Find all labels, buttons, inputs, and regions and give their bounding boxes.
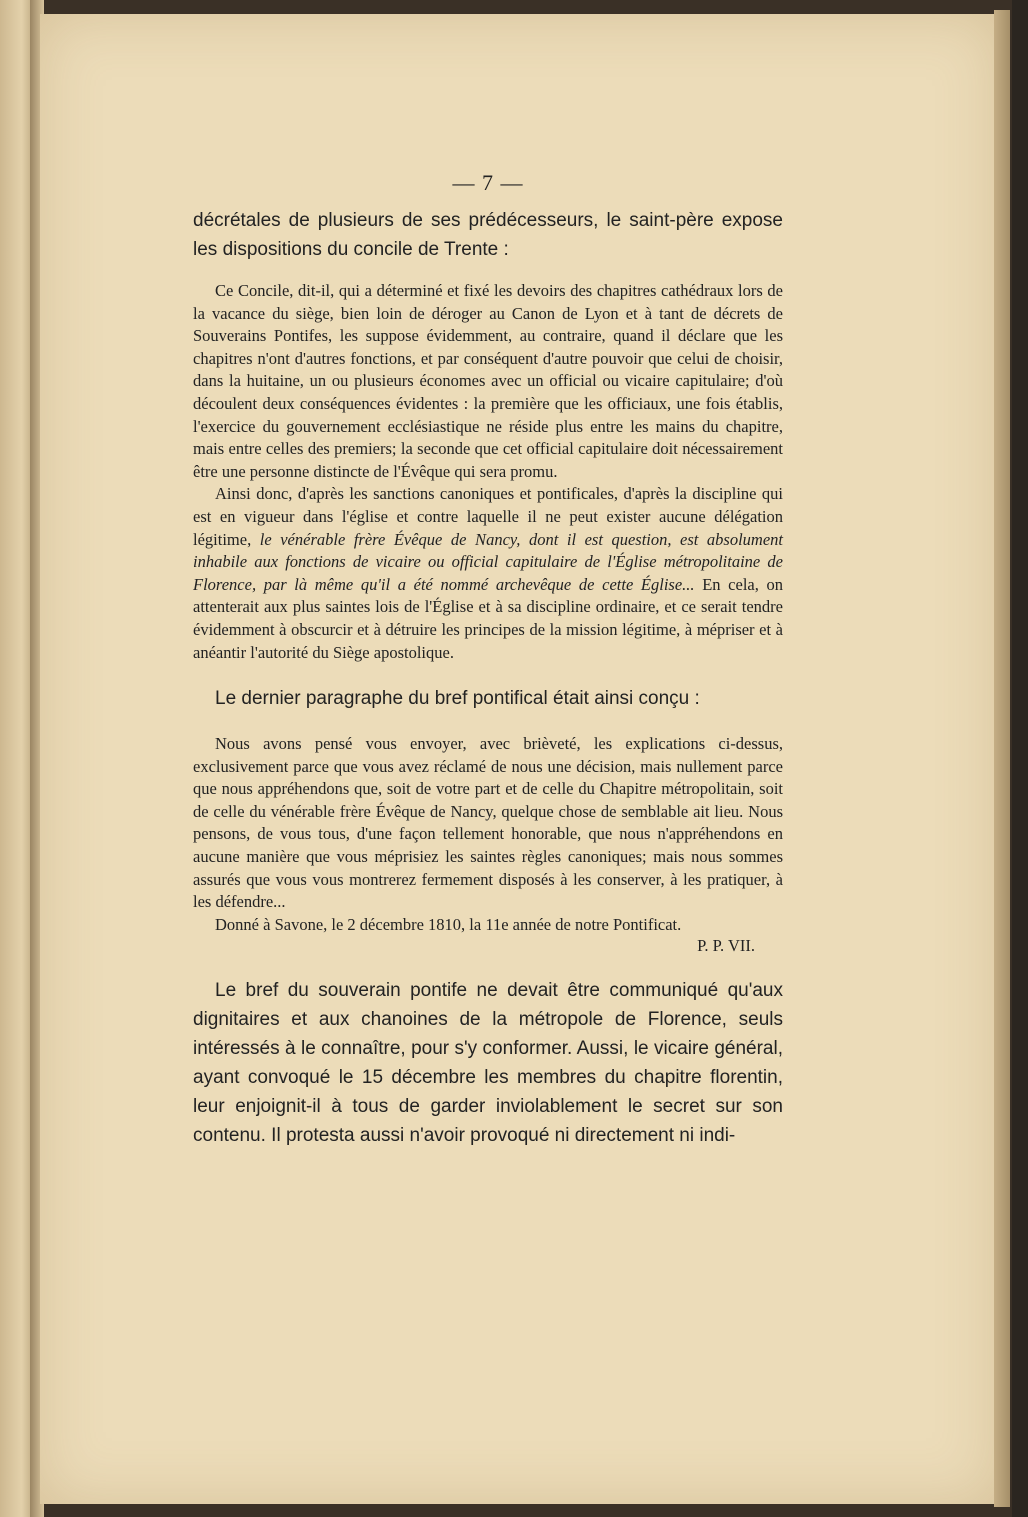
paragraph-5: Nous avons pensé vous envoyer, avec brièveté, les explications ci-dessus, exclusivement parce que vous avez réclamé de nous une décision, mais nullement parce que nous appréhendons que, soit de votre part et de celle du Chapitre métropolitain, soit de celle du vénérable frère Évêque de Nancy, quelque chose de semblable ait lieu. Nous pensons, de vous tous, d'une façon tellement honorable, que nous n'appréhendons en aucune manière que vous méprisiez les saintes règles canoniques; mais nous sommes assurés que vous vous montrerez fermement disposés à les conserver, à les pratiquer, à les défendre... [193, 734, 783, 912]
paragraph-2: Ce Concile, dit-il, qui a déterminé et fixé les devoirs des chapitres cathédraux lors de la vacance du siège, bien loin de déroger au Canon de Lyon et à tant de décrets de Souverains Pontifes, les suppose évidemment, au contraire, quand il déclare que les chapitres n'ont d'autres fonctions, et par conséquent d'autre pouvoir que celui de choisir, dans la huitaine, un ou plusieurs économes avec un official ou vicaire capitulaire; d'où découlent deux conséquences évidentes : la première que les officiaux, une fois établis, l'exercice du gouvernement ecclésiastique ne réside plus entre les mains du chapitre, mais entre celles des premiers; la seconde que cet official capitulaire doit nécessairement être une personne distincte de l'Évêque qui sera promu. [193, 281, 783, 481]
paragraph-1: décrétales de plusieurs de ses prédécesseurs, le saint-père expose les dispositions du concile de Trente : [193, 210, 783, 260]
binding-strip [1012, 0, 1028, 1517]
paragraph-6: Donné à Savone, le 2 décembre 1810, la 11e année de notre Pontificat. [215, 914, 682, 934]
paragraph-4: Le dernier paragraphe du bref pontifical était ainsi conçu : [215, 688, 700, 710]
paragraph-3-italic: le vénérable frère Évêque de Nancy, dont il est question, est absolument inhabile aux fonctions de vicaire ou official capitulaire de l'Église métropolitaine de Florence, par là même qu'il a été nommé archevêque de cette Église... [193, 529, 784, 594]
page-edge-right [994, 10, 1010, 1507]
paragraph-3-end: En cela, on attenterait aux plus saintes lois de l'Église et à sa discipline ordinaire, et ce serait tendre évidemment à obscurcir et à détruire les principes de la mission légitime, à mépriser et à anéantir l'autorité du Siège apostolique. [193, 574, 784, 662]
paragraph-3 [193, 483, 783, 664]
paragraph-7: Le bref du souverain pontife ne devait être communiqué qu'aux dignitaires et aux chanoines de la métropole de Florence, seuls intéressés à le connaître, pour s'y conformer. Aussi, le vicaire général, ayant convoqué le 15 décembre les membres du chapitre florentin, leur enjoignit-il à tous de garder inviolablement le secret sur son contenu. Il protesta aussi n'avoir provoqué ni directement ni indi- [193, 980, 783, 1147]
page-number: — 7 — [452, 170, 524, 195]
signature: P. P. VII. [697, 936, 755, 956]
page-content [193, 170, 783, 1150]
paragraph-3-start: Ainsi donc, d'après les sanctions canoniques et pontificales, d'après la discipline qui est en vigueur dans l'église et contre laquelle il ne peut exister aucune délégation légitime, [193, 484, 783, 549]
